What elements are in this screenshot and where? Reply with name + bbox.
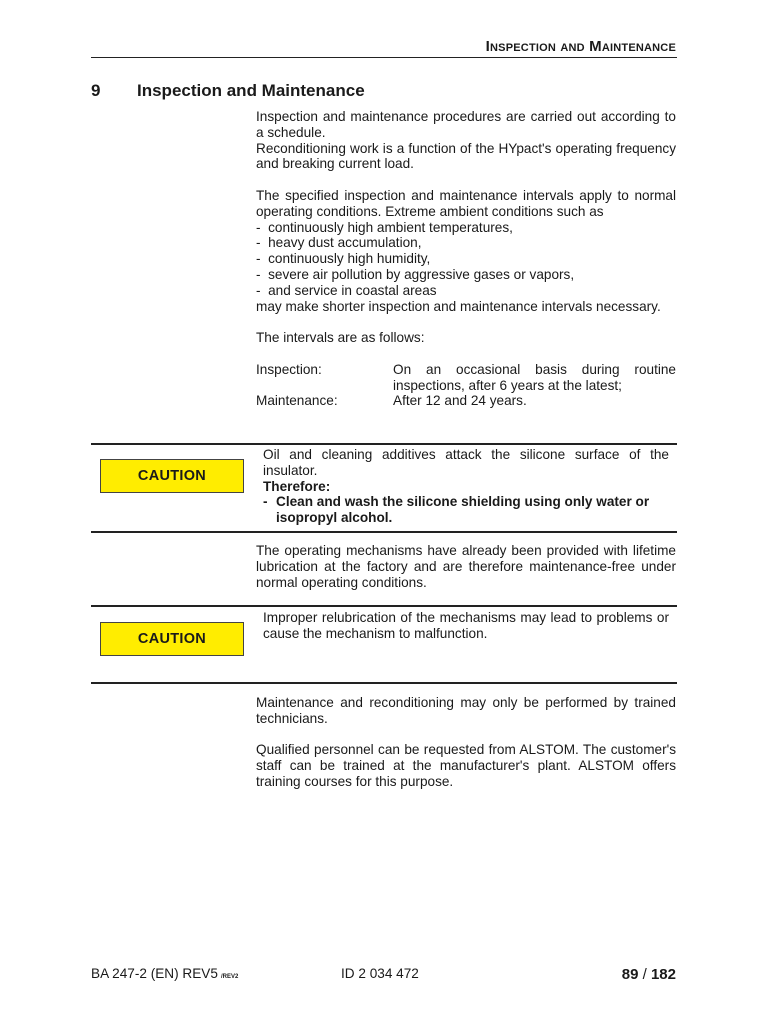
condition-item: - continuously high ambient temperatures, <box>256 220 676 236</box>
caution-badge: CAUTION <box>100 622 244 656</box>
interval-text: After 12 and 24 years. <box>393 393 527 409</box>
intro-block <box>256 109 676 409</box>
page-total: 182 <box>650 966 676 983</box>
footer-document-code <box>91 966 238 981</box>
intervals-lead: The intervals are as follows: <box>256 330 425 346</box>
instruction-text: Clean and wash the silicone shielding using only water or isopropyl alcohol. <box>276 494 650 526</box>
section-title: Inspection and Maintenance <box>137 81 365 100</box>
header-rule <box>91 57 677 58</box>
conditions-tail: may make shorter inspection and maintenance intervals necessary. <box>256 298 661 314</box>
section-number: 9 <box>91 81 101 100</box>
page-number <box>622 966 676 983</box>
intro-paragraph: Reconditioning work is a function of the HYpact's operating frequency and breaking current load. <box>256 140 676 172</box>
personnel-paragraph: Qualified personnel can be requested from ALSTOM. The customer's staff can be trained at the manufacturer's plant. ALSTOM offers training courses for this purpose. <box>256 742 676 789</box>
personnel-paragraph: Maintenance and reconditioning may only be performed by trained technicians. <box>256 695 676 726</box>
condition-item: - heavy dust accumulation, <box>256 235 676 251</box>
caution-rule-bottom <box>91 682 677 684</box>
revision-mark: /REV2 <box>220 974 239 980</box>
page-separator: / <box>638 966 651 983</box>
caution-message: Improper relubrication of the mechanisms may lead to problems or cause the mechanism to malfunction. <box>263 610 669 641</box>
interval-row-inspection <box>256 362 676 394</box>
interval-label: Maintenance: <box>256 393 338 409</box>
interval-row-maintenance <box>256 393 676 409</box>
personnel-block <box>256 695 676 790</box>
lubrication-paragraph: The operating mechanisms have already been provided with lifetime lubrication at the factory and are therefore maintenance-free under normal operating conditions. <box>256 543 676 590</box>
intro-paragraph: Inspection and maintenance procedures are carried out according to a schedule. <box>256 109 676 140</box>
caution-message: Oil and cleaning additives attack the silicone surface of the insulator. <box>263 447 669 478</box>
interval-label: Inspection: <box>256 361 322 377</box>
conditions-lead: The specified inspection and maintenance intervals apply to normal operating conditions. Extreme ambient conditions such as <box>256 187 676 219</box>
interval-text: On an occasional basis during routine inspections, after 6 years at the latest; <box>393 361 676 393</box>
footer-document-id: ID 2 034 472 <box>341 966 419 981</box>
caution-therefore: Therefore: <box>263 478 331 494</box>
document-code: BA 247-2 (EN) REV5 <box>91 966 218 981</box>
caution-badge: CAUTION <box>100 459 244 493</box>
condition-item: - continuously high humidity, <box>256 251 676 267</box>
condition-item: - severe air pollution by aggressive gases or vapors, <box>256 267 676 283</box>
condition-item: - and service in coastal areas <box>256 283 676 299</box>
caution-rule-top <box>91 605 677 607</box>
page-current: 89 <box>621 966 639 983</box>
caution-rule-bottom <box>91 531 677 533</box>
caution-text-block <box>263 610 669 642</box>
caution-text-block <box>263 447 669 526</box>
running-header: Inspection and Maintenance <box>485 38 676 55</box>
instruction-dash: - <box>263 494 268 510</box>
caution-instruction <box>263 494 669 526</box>
caution-rule-top <box>91 443 677 445</box>
